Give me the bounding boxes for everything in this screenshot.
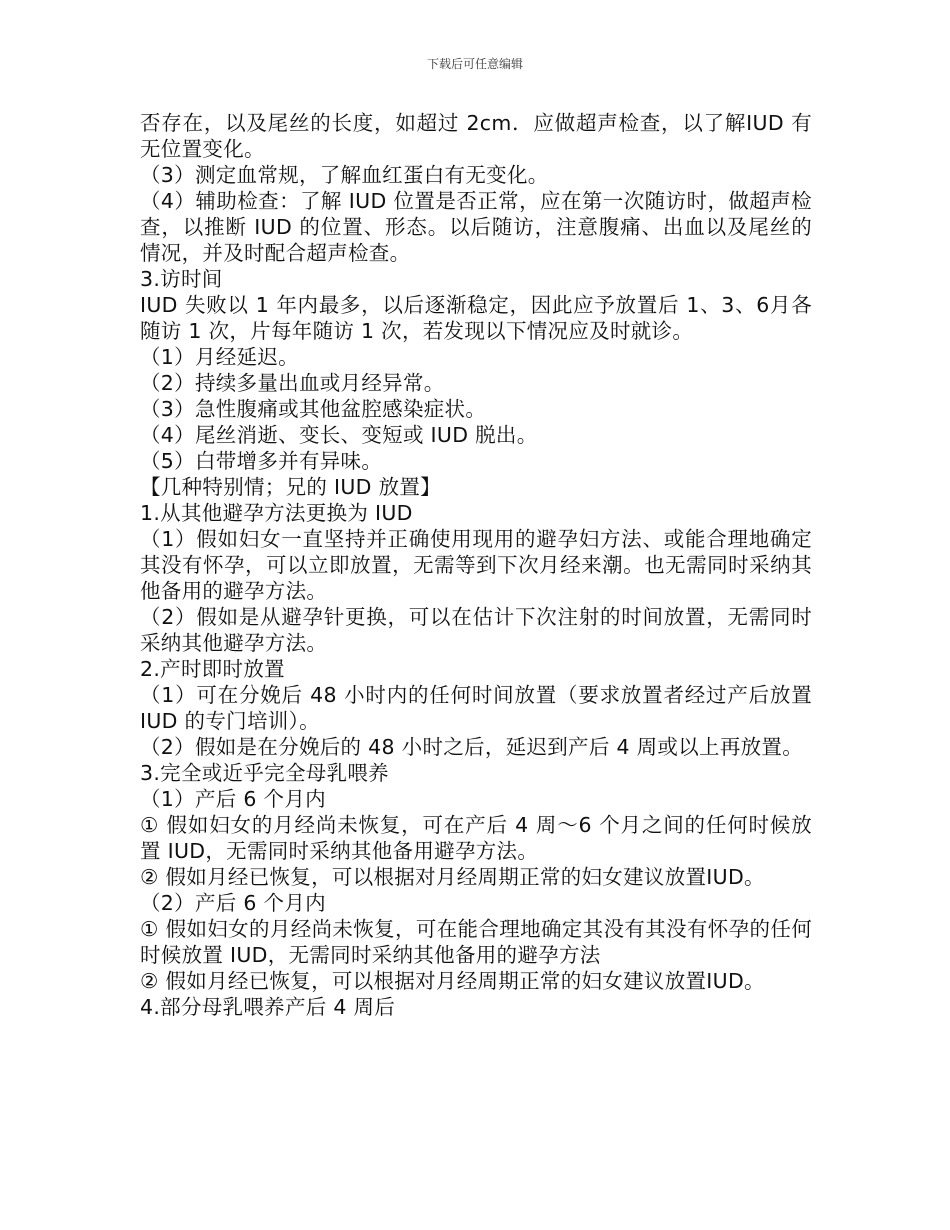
sub-heading: （1）产后 6 个月内 bbox=[140, 787, 326, 811]
section-heading: 3.访时间 bbox=[140, 267, 223, 291]
paragraph: （2）假如是从避孕针更换，可以在估计下次注射的时间放置，无需同时采纳其他避孕方法。 bbox=[140, 605, 812, 655]
section-heading: 3.完全或近乎完全母乳喂养 bbox=[140, 761, 389, 785]
section-heading: 2.产时即时放置 bbox=[140, 657, 285, 681]
section-heading: 4.部分母乳喂养产后 4 周后 bbox=[140, 995, 396, 1019]
paragraph: ① 假如妇女的月经尚未恢复，可在能合理地确定其没有其没有怀孕的任何时候放置 IUD，无需同时采纳其他备用的避孕方法 bbox=[140, 917, 812, 967]
paragraph: ② 假如月经已恢复，可以根据对月经周期正常的妇女建议放置IUD。 bbox=[140, 865, 765, 889]
paragraph: （4）辅助检查：了解 IUD 位置是否正常，应在第一次随访时，做超声检查，以推断 IUD 的位置、形态。以后随访，注意腹痛、出血以及尾丝的情况，并及时配合超声检查。 bbox=[140, 189, 812, 265]
paragraph: ① 假如妇女的月经尚未恢复，可在产后 4 周～6 个月之间的任何时候放置 IUD，无需同时采纳其他备用避孕方法。 bbox=[140, 813, 812, 863]
section-heading: 【几种特别情；兄的 IUD 放置】 bbox=[140, 475, 441, 499]
page-header: 下载后可任意编辑 bbox=[426, 57, 523, 71]
list-item: （5）白带增多并有异味。 bbox=[140, 449, 383, 473]
list-item: （1）月经延迟。 bbox=[140, 345, 299, 369]
list-item: （2）持续多量出血或月经异常。 bbox=[140, 371, 445, 395]
paragraph: （1）假如妇女一直坚持并正确使用现用的避孕妇方法、或能合理地确定其没有怀孕，可以立即放置，无需等到下次月经来潮。也无需同时采纳其他备用的避孕方法。 bbox=[140, 527, 812, 603]
list-item: （4）尾丝消逝、变长、变短或 IUD 脱出。 bbox=[140, 423, 538, 447]
paragraph: （2）假如是在分娩后的 48 小时之后，延迟到产后 4 周或以上再放置。 bbox=[140, 735, 804, 759]
paragraph: （3）测定血常规，了解血红蛋白有无变化。 bbox=[140, 163, 549, 187]
paragraph: （1）可在分娩后 48 小时内的任何时间放置（要求放置者经过产后放置 IUD 的专门培训）。 bbox=[140, 683, 812, 733]
paragraph: IUD 失败以 1 年内最多，以后逐渐稳定，因此应予放置后 1、3、6月各随访 1 次，片每年随访 1 次，若发现以下情况应及时就诊。 bbox=[140, 293, 812, 343]
section-heading: 1.从其他避孕方法更换为 IUD bbox=[140, 501, 413, 525]
paragraph: 否存在，以及尾丝的长度，如超过 2cm．应做超声检查，以了解IUD 有无位置变化。 bbox=[140, 111, 812, 161]
list-item: （3）急性腹痛或其他盆腔感染症状。 bbox=[140, 397, 487, 421]
paragraph: ② 假如月经已恢复，可以根据对月经周期正常的妇女建议放置IUD。 bbox=[140, 969, 765, 993]
sub-heading: （2）产后 6 个月内 bbox=[140, 891, 326, 915]
document-body bbox=[140, 110, 812, 1020]
